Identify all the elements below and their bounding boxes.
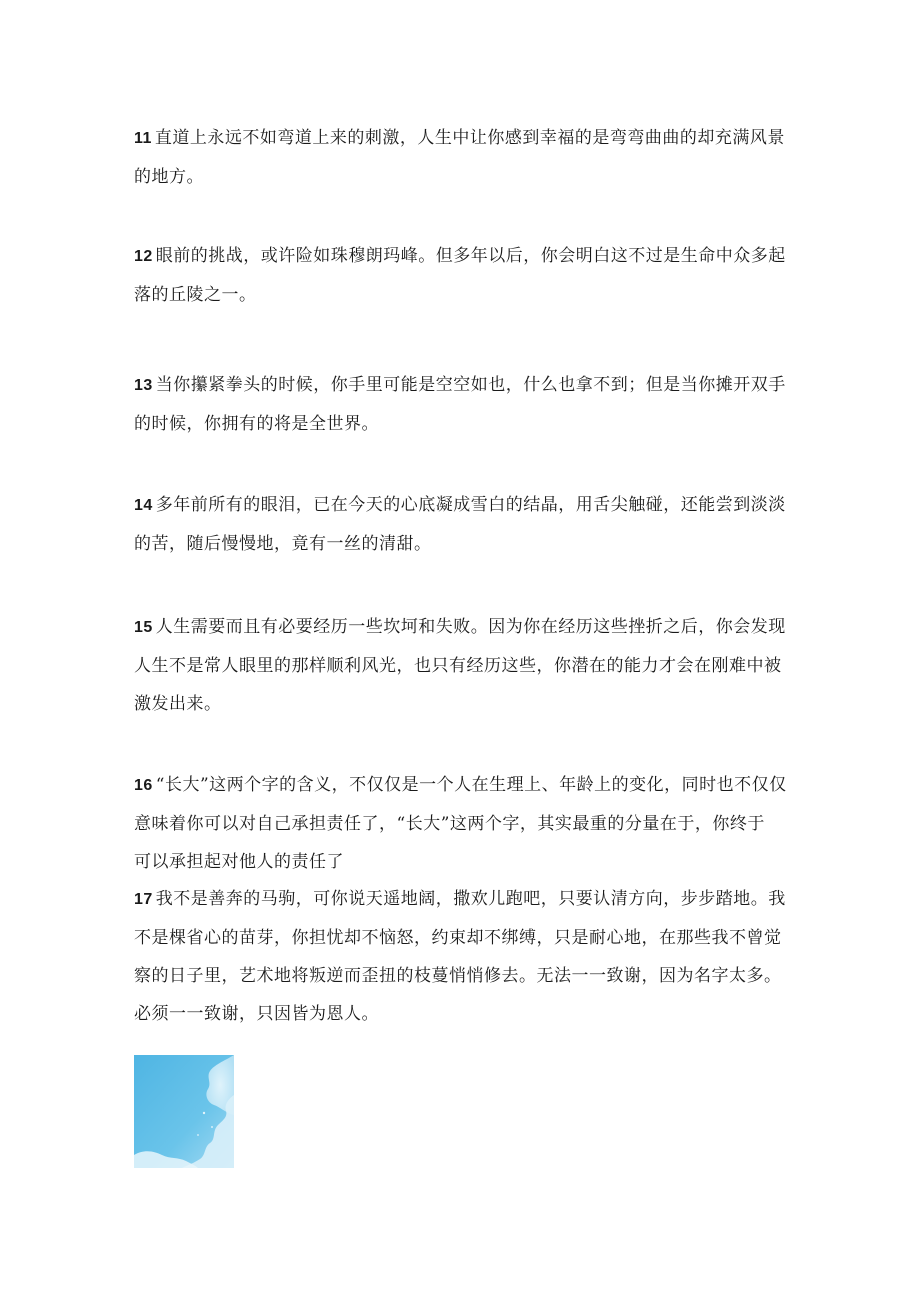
paragraph-text: 直道上永远不如弯道上来的刺激，人生中让你感到幸福的是弯弯曲曲的却充满风景 [154, 128, 785, 148]
paragraph-text: 人生需要而且有必要经历一些坎坷和失败。因为你在经历这些挫折之后，你会发现 [155, 617, 786, 637]
paragraph-line [134, 766, 787, 805]
paragraph-line: 可以承担起对他人的责任了 [134, 852, 344, 872]
paragraph-line: 的苦，随后慢慢地，竟有一丝的清甜。 [134, 534, 432, 554]
paragraph-line [134, 608, 784, 647]
paragraph-11 [134, 119, 784, 196]
paragraph-line [134, 880, 784, 919]
paragraph-line [134, 237, 784, 276]
paragraph-text: 当你攥紧拳头的时候，你手里可能是空空如也，什么也拿不到；但是当你摊开双手 [155, 375, 786, 395]
paragraph-text: “长大”这两个字的含义，不仅仅是一个人在生理上、年龄上的变化，同时也不仅仅 [155, 775, 787, 795]
paragraph-line: 落的丘陵之一。 [134, 285, 257, 305]
paragraph-number: 16 [134, 777, 153, 794]
paragraph-line [134, 366, 784, 405]
paragraph-14 [134, 486, 784, 563]
paragraph-number: 11 [134, 130, 152, 147]
paragraph-line [134, 486, 784, 525]
paragraph-line: 的时候，你拥有的将是全世界。 [134, 414, 379, 434]
paragraph-line: 不是棵省心的苗芽，你担忧却不恼怒，约束却不绑缚，只是耐心地，在那些我不曾觉 [134, 928, 782, 948]
paragraph-text: 我不是善奔的马驹，可你说天遥地阔，撒欢儿跑吧，只要认清方向，步步踏地。我 [155, 889, 786, 909]
paragraph-line: 意味着你可以对自己承担责任了，“长大”这两个字，其实最重的分量在于，你终于 [134, 814, 765, 834]
paragraph-text: 多年前所有的眼泪，已在今天的心底凝成雪白的结晶，用舌尖触碰，还能尝到淡淡 [155, 495, 786, 515]
paragraph-15 [134, 608, 784, 723]
paragraph-number: 17 [134, 891, 153, 908]
paragraph-line: 察的日子里，艺术地将叛逆而歪扭的枝蔓悄悄修去。无法一一致谢，因为名字太多。 [134, 966, 782, 986]
paragraph-17 [134, 880, 784, 1033]
paragraph-number: 14 [134, 497, 153, 514]
paragraph-line: 的地方。 [134, 167, 204, 187]
paragraph-number: 15 [134, 619, 153, 636]
paragraph-16 [134, 766, 787, 881]
paragraph-line [134, 119, 784, 158]
sky-cloud-image [134, 1055, 234, 1168]
paragraph-text: 眼前的挑战，或许险如珠穆朗玛峰。但多年以后，你会明白这不过是生命中众多起 [155, 246, 786, 266]
paragraph-line: 必须一一致谢，只因皆为恩人。 [134, 1004, 379, 1024]
paragraph-number: 13 [134, 377, 153, 394]
paragraph-13 [134, 366, 784, 443]
paragraph-12 [134, 237, 784, 314]
paragraph-number: 12 [134, 248, 153, 265]
paragraph-line: 激发出来。 [134, 694, 222, 714]
paragraph-line: 人生不是常人眼里的那样顺利风光，也只有经历这些，你潜在的能力才会在刚难中被 [134, 656, 782, 676]
